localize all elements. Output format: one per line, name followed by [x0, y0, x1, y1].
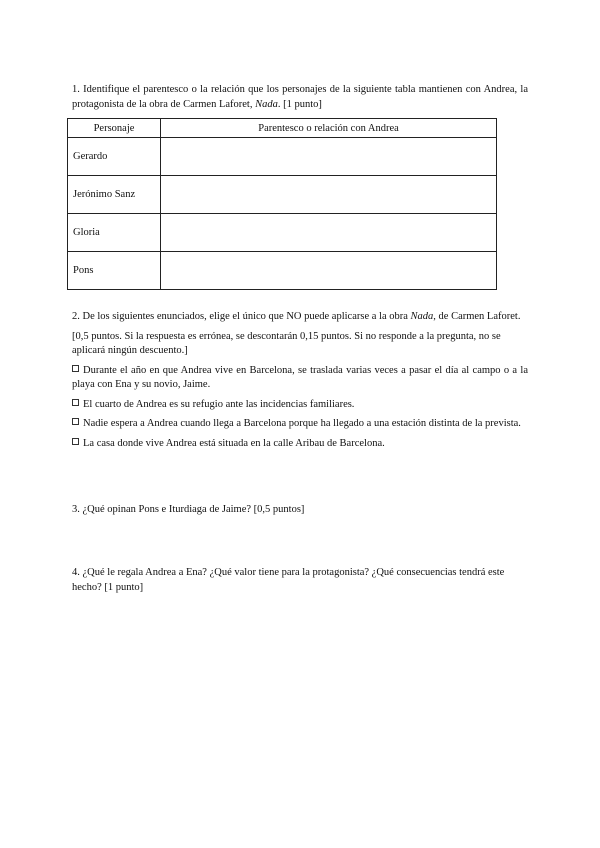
- relation-cell[interactable]: [161, 176, 497, 214]
- question-2-note: [0,5 puntos. Si la respuesta es errónea, se descontarán 0,15 puntos. Si no responde a la pregunta, no se aplicará ningún descuento.]: [72, 330, 501, 356]
- character-name: Gloria: [68, 214, 161, 252]
- question-2-statement: [72, 310, 528, 325]
- option-text: El cuarto de Andrea es su refugio ante las incidencias familiares.: [83, 398, 355, 410]
- question-2-author: , de Carmen Laforet.: [433, 311, 521, 322]
- question-4: 4. ¿Qué le regala Andrea a Ena? ¿Qué valor tiene para la protagonista? ¿Qué consecuencias tendrá este hecho? [1 punto]: [72, 567, 505, 593]
- header-relation: Parentesco o relación con Andrea: [161, 119, 497, 138]
- option-item[interactable]: [72, 398, 528, 413]
- checkbox-icon[interactable]: [72, 399, 79, 406]
- option-text: Nadie espera a Andrea cuando llega a Barcelona porque ha llegado a una estación distinta de la prevista.: [83, 418, 521, 429]
- option-item[interactable]: [72, 364, 528, 393]
- table-row: [68, 176, 497, 214]
- table-row: [68, 138, 497, 176]
- checkbox-icon[interactable]: [72, 418, 79, 425]
- relation-cell[interactable]: [161, 138, 497, 176]
- option-item[interactable]: [72, 417, 528, 432]
- option-text: Durante el año en que Andrea vive en Barcelona, se traslada varias veces a pasar el día al campo o a la playa con Ena y su novio, Jaime.: [72, 364, 528, 390]
- checkbox-icon[interactable]: [72, 365, 79, 372]
- question-2-text: 2. De los siguientes enunciados, elige el único que NO puede aplicarse a la obra: [72, 311, 411, 322]
- question-3: 3. ¿Qué opinan Pons e Iturdiaga de Jaime? [0,5 puntos]: [72, 504, 305, 515]
- character-name: Jerónimo Sanz: [68, 176, 161, 214]
- checkbox-icon[interactable]: [72, 438, 79, 445]
- relation-cell[interactable]: [161, 252, 497, 290]
- character-name: Pons: [68, 252, 161, 290]
- question-1-score: . [1 punto]: [277, 98, 322, 110]
- table-row: [68, 214, 497, 252]
- book-title: Nada: [255, 98, 278, 110]
- characters-table: [67, 118, 497, 290]
- header-character: Personaje: [68, 119, 161, 138]
- option-item[interactable]: [72, 437, 528, 452]
- question-2: [72, 310, 528, 456]
- table-header-row: [68, 119, 497, 138]
- table-row: [68, 252, 497, 290]
- relation-cell[interactable]: [161, 214, 497, 252]
- character-name: Gerardo: [68, 138, 161, 176]
- book-title: Nada: [410, 311, 434, 322]
- option-text: La casa donde vive Andrea está situada en la calle Aribau de Barcelona.: [83, 437, 385, 449]
- question-1-text: 1. Identifique el parentesco o la relación que los personajes de la siguiente tabla mantienen con Andrea, la protagonista de la obra de Carmen Laforet,: [72, 84, 528, 110]
- question-1: [72, 83, 528, 112]
